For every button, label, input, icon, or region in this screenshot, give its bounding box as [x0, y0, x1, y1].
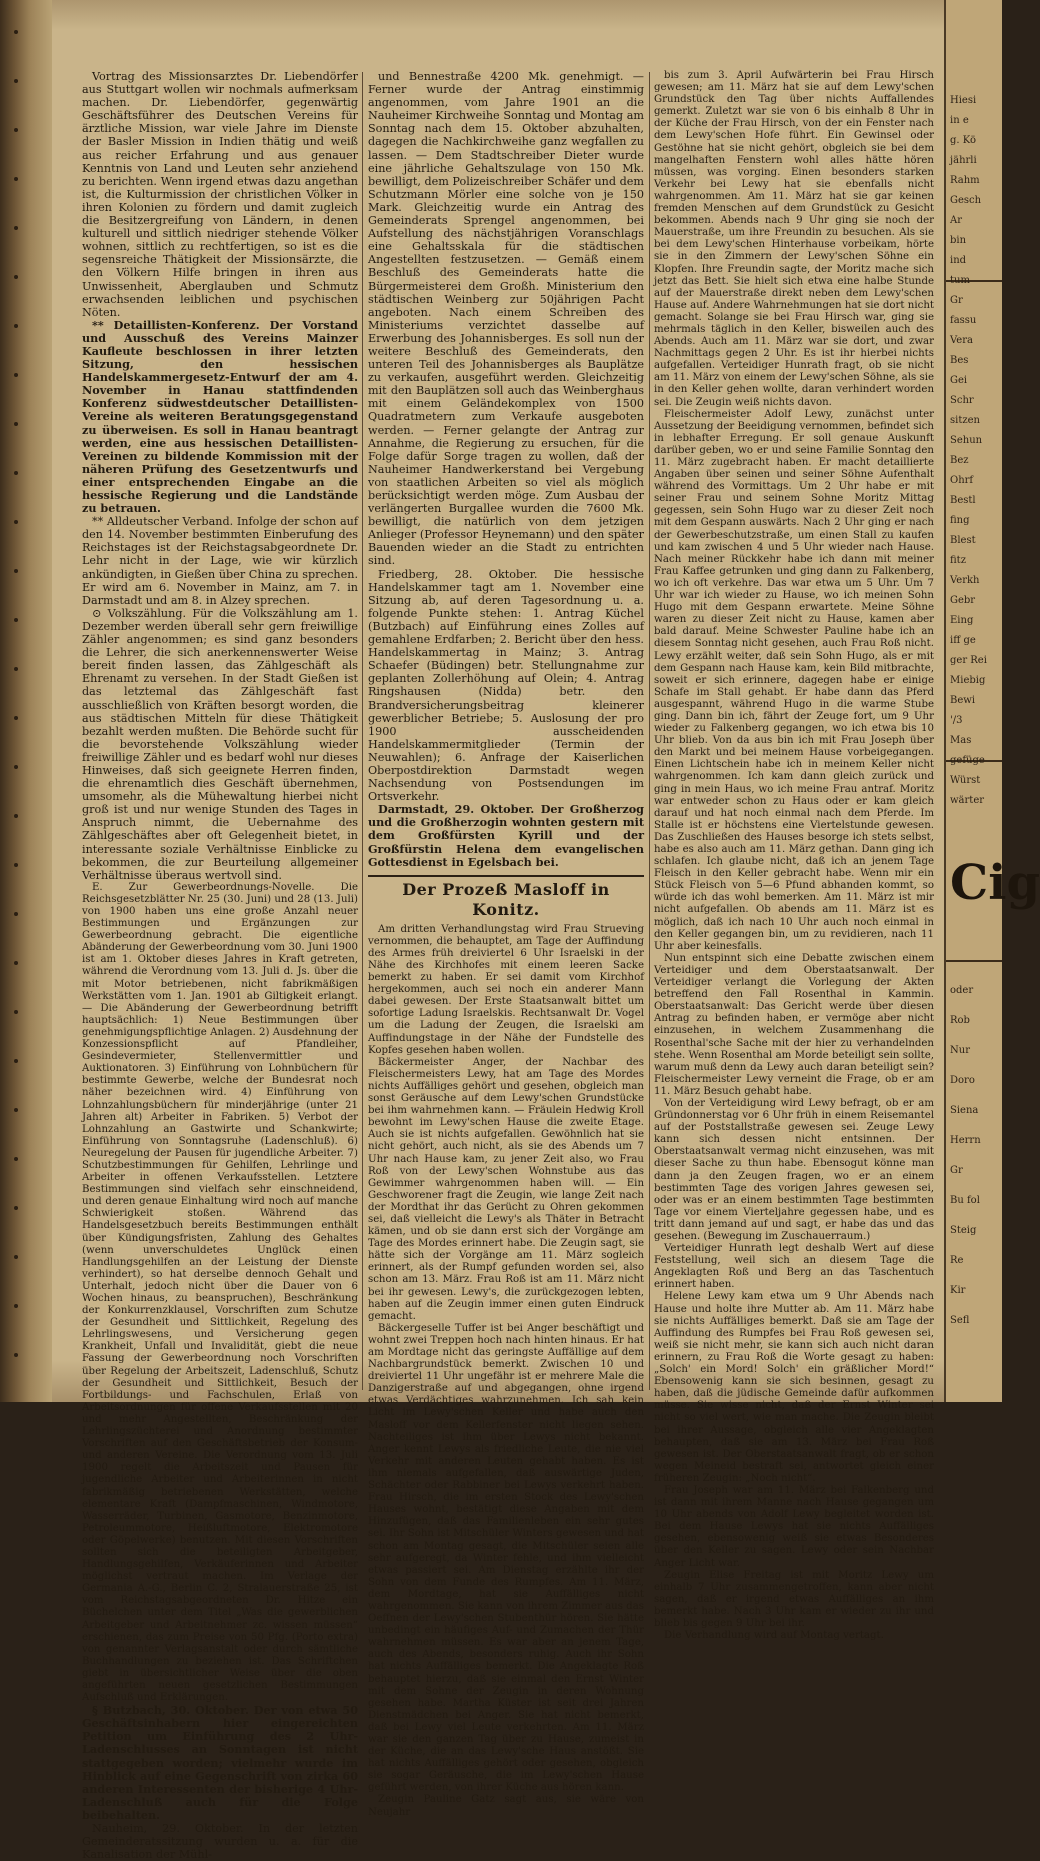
article-detaillisten: ** Detaillisten-Konferenz. Der Vorstand und Ausschuß des Vereins Mainzer Kaufleute beschlossen in ihrer letzten Sitzung, den hessischen Handelskammergesetz-Entwurf der am 4. November in Hanau stattfindenden Konferenz südwestdeutscher Detaillisten-Vereine als weiteren Beratungsgegenstand zu überweisen. Es soll in Hanau beantragt werden, eine aus hessischen Detaillisten-Vereinen zu bildende Kommission mit der näheren Prüfung des Gesetzentwurfs und einer entsprechenden Eingabe an die hessische Regierung und die Landstände zu betrauen. — [82, 317, 358, 516]
article-nauheim: Nauheim, 29. Oktober. In der letzten Gemeinderatssitzung wurden u. a. für die Kanalisation der Mühl- — [82, 1822, 358, 1861]
strip-fragment: Sehun — [950, 435, 983, 446]
strip-fragment: g. Kö — [950, 135, 976, 146]
strip-fragment: Mas — [950, 735, 972, 746]
strip-fragment: iff ge — [950, 635, 976, 646]
column-divider — [362, 72, 363, 1390]
trial-paragraph: Zeugin Pauline Gatz sagt aus, sie wäre von Neujahr — [368, 1794, 644, 1818]
binding-gutter — [0, 0, 52, 1402]
article-missionsarzt: Vortrag des Missionsarztes Dr. Liebendörfer aus Stuttgart wollen wir nochmals aufmerksam machen. Dr. Liebendörfer, gegenwärtig Geschäftsführer des Deutschen Vereins für ärztliche Mission, war viele Jahre im Dienste der Basler Mission in Indien thätig und weiß aus reicher Erfahrung und aus genauer Kenntnis von Land und Leuten sehr anziehend zu berichten. Wenn irgend etwas dazu angethan ist, die Kulturmission der christlichen Völker in ihren Kolonien zu fördern und damit zugleich die Besitzergreifung von Ländern, in denen kulturell und sittlich niedriger stehende Völker wohnen, sittlich zu rechtfertigen, so ist es die segensreiche Thätigkeit der Missionsärzte, die den Völkern Hilfe bringen in ihren aus Unwissenheit, Aberglauben und Schmutz erwachsenden leiblichen und psychischen Nöten. — [82, 70, 358, 319]
strip-fragment: tum — [950, 275, 970, 286]
strip-fragment: in e — [950, 115, 969, 126]
strip-fragment: fitz — [950, 555, 966, 566]
binding-stitch — [14, 1304, 18, 1308]
strip-fragment: Hiesi — [950, 95, 977, 106]
trial-paragraph: Nun entspinnt sich eine Debatte zwischen einem Verteidiger und dem Oberstaatsanwalt. Der Verteidiger verlangt die Vorlegung der Akten betreffend den Fall Rosenthal in Kammin. Oberstaatsanwalt: Das Gericht werde über diesen Antrag zu befinden haben, er vermöge aber nicht einzusehen, in welchem Zusammenhang die Rosenthal'sche Sache mit der hier zu verhandelnden stehe. Wenn Rosenthal am Morde beteiligt sein sollte, warum muß denn da Lewy auch daran beteiligt sein? Fleischermeister Lewy verneint die Frage, ob er am 11. März Besuch gehabt habe. — [654, 952, 934, 1097]
binding-stitch — [14, 1108, 18, 1112]
article-heading-masloff: Der Prozeß Masloff in Konitz. — [368, 875, 644, 920]
strip-fragment: Doro — [950, 1075, 975, 1086]
strip-fragment: Steig — [950, 1225, 977, 1236]
strip-fragment: Ohrf — [950, 475, 974, 486]
binding-stitch — [14, 177, 18, 181]
strip-fragment: Eing — [950, 615, 974, 626]
binding-stitch — [14, 1206, 18, 1210]
strip-fragment: ger Rei — [950, 655, 987, 666]
strip-fragment: Gr — [950, 295, 963, 306]
strip-fragment: Schr — [950, 395, 974, 406]
article-butzbach: § Butzbach, 30. Oktober. Der von etwa 50 Geschäftsinhabern hier eingereichten Petition um Einführung des 2 Uhr-Ladenschlusses an Sonntagen ist nicht stattgegeben worden; vielmehr wurde im Hinblick auf eine Gegenschrift von zirka 60 anderen Interessenten der bisherige 4 Uhr-Ladenschluß auch für die Folge beibehalten. — [82, 1703, 358, 1822]
trial-paragraph: Von der Verteidigung wird Lewy befragt, ob er am Gründonnerstag vor 6 Uhr früh in einem Reisemantel auf der Poststallstraße gewesen sei. Zeuge Lewy kann sich dessen nicht entsinnen. Der Oberstaatsanwalt vermag nicht einzusehen, was mit dieser Sache zu thun habe. Ebensogut könne man dann ja den Zeugen fragen, wo er an einem bestimmten Tage des vorigen Jahres gewesen sei, oder was er an einem bestimmten Tage bestimmten Tage vor einem Vierteljahre gegessen habe, und es tritt dann jemand auf und sagt, er habe das und das gesehen. (Bewegung im Zuschauerraum.) — [654, 1097, 934, 1242]
binding-stitch — [14, 324, 18, 328]
strip-fragment: Würst — [950, 775, 981, 786]
binding-stitch — [14, 863, 18, 867]
binding-stitch — [14, 79, 18, 83]
strip-fragment: jährli — [950, 155, 977, 166]
trial-adjourned: Die Verhandlung wird auf Montag vertagt. — [664, 1630, 884, 1642]
article-nauheim-cont: und Bennestraße 4200 Mk. genehmigt. — Ferner wurde der Antrag einstimmig angenommen, vom Jahre 1901 an die Nauheimer Kirchweihe Sonntag und Montag am Sonntag nach dem 15. Oktober abzuhalten, dagegen die Nachkirchweihe ganz wegfallen zu lassen. — Dem Stadtschreiber Dieter wurde eine jährliche Gehaltszulage von 150 Mk. bewilligt, dem Polizeischreiber Schäfer und dem Schutzmann Mörler eine solche von je 150 Mark. Gleichzeitig wurde ein Antrag des Gemeinderats Sprengel angenommen, bei Aufstellung des nächstjährigen Voranschlags eine Gehaltsskala für die städtischen Angestellten festzusetzen. — Gemäß einem Beschluß des Gemeinderats hatte die Bürgermeisterei dem Großh. Ministerium den städtischen Weinberg zur 50jährigen Pacht angeboten. Nach einem Schreiben des Ministeriums verzichtet dasselbe auf Erwerbung des Johannisberges. Es soll nun der weitere Beschluß des Gemeinderats, den unteren Teil des Johannisberges als Bauplätze zu verkaufen, ausgeführt werden. Gleichzeitig mit den Bauplätzen soll auch das Weinberghaus mit einem Geländekomplex von 1500 Quadratmetern zum Verkaufe ausgeboten werden. — Ferner gelangte der Antrag zur Annahme, die Regierung zu ersuchen, für die Folge dafür Sorge tragen zu wollen, daß der Nauheimer Handwerkerstand bei Vergebung von staatlichen Arbeiten so viel als möglich berücksichtigt werden möge. Zum Ausbau der verlängerten Burgallee wurden die 7600 Mk. bewilligt, die natürlich von dem jetzigen Anlieger (Professor Heynemann) und den später Bauenden wieder an die Stadt zu entrichten sind. — [368, 70, 644, 568]
binding-stitch — [14, 961, 18, 965]
binding-stitch — [14, 1353, 18, 1357]
trial-paragraph: Frau Joseph war am 11. März bei Falkenberg und ist dann mit ihrem Manne nach Hause gegangen um 10 Uhr abends von Adolf Lewy begleitet worden ist. Bei dem Hause Lewys hat sie nichts Auffälliges gesehen, ebensowenig weiß sie etwas Besonderes über den Keller zu sagen. Lewy oder sein Nachbar Anger Licht war. — [654, 1484, 934, 1569]
article-friedberg: Friedberg, 28. Oktober. Die hessische Handelskammer tagt am 1. November eine Sitzung ab, auf deren Tagesordnung u. a. folgende Punkte stehen: 1. Antrag Küchel (Butzbach) auf Einführung eines Zolles auf gemahlene Erdfarben; 2. Bericht über den hess. Handelskammertag in Mainz; 3. Antrag Schaefer (Büdingen) betr. Stellungnahme zur geplanten Zollerhöhung auf Olein; 4. Antrag Ringshausen (Nidda) betr. den Brandversicherungsbeitrag kleinerer gewerblicher Betriebe; 5. Auslosung der pro 1900 ausscheidenden Handelskammermitglieder (Termin der Neuwahlen); 6. Anfrage der Kaiserlichen Oberpostdirektion Darmstadt wegen Nachsendung von Postsendungen im Ortsverkehr. — [368, 567, 644, 804]
binding-stitch — [14, 716, 18, 720]
strip-fragment: sitzen — [950, 415, 980, 426]
strip-fragment: Bez — [950, 455, 969, 466]
strip-fragment: wärter — [950, 795, 985, 806]
binding-stitch — [14, 814, 18, 818]
binding-stitch — [14, 912, 18, 916]
strip-fragment: Ar — [950, 215, 963, 226]
strip-fragment: Kir — [950, 1285, 966, 1296]
binding-stitch — [14, 128, 18, 132]
strip-fragment: Bu fol — [950, 1195, 980, 1206]
binding-stitch — [14, 471, 18, 475]
column-1 — [82, 70, 358, 1861]
column-3 — [654, 70, 934, 1642]
binding-stitch — [14, 226, 18, 230]
strip-fragment: Bewi — [950, 695, 976, 706]
binding-stitch — [14, 422, 18, 426]
article-volkszaehlung: ⊙ Volkszählung. Für die Volkszählung am 1. Dezember werden überall sehr gern freiwillige Zähler angenommen; es sind ganz besonders die Lehrer, die sich anerkennenswerter Weise bereit finden lassen, das Zählgeschäft als Ehrenamt zu versehen. In der Stadt Gießen ist das letztemal das Zählgeschäft fast ausschließlich von Kräften besorgt worden, die aus städtischen Mitteln für diese Thätigkeit bezahlt werden mußten. Die Behörde sucht für die bevorstehende Volkszählung wieder freiwillige Zähler und es bedarf wohl nur dieses Hinweises, daß sich geeignete Herren finden, die ehrenamtlich dies Geschäft übernehmen, umsomehr, als die Mühewaltung hierbei nicht groß ist und nur wenige Stunden des Tages in Anspruch nimmt, die Uebernahme des Zählgeschäftes aber oft Gelegenheit bietet, in interessante soziale Verhältnisse Einblicke zu bekommen, die zur Beurteilung allgemeiner Verhältnisse überaus wertvoll sind. — [82, 606, 358, 882]
article-darmstadt: Darmstadt, 29. Oktober. Der Großherzog und die Großherzogin wohnten gestern mit dem Großfürsten Kyrill und der Großfürstin Helena dem evangelischen Gottesdienst in Egelsbach bei. — [368, 802, 644, 869]
strip-fragment: Bes — [950, 355, 969, 366]
strip-fragment: gefüge — [950, 755, 985, 766]
trial-paragraph: Verteidiger Hunrath legt deshalb Wert auf diese Feststellung, weil sich an diesem Tage die Angeklagten Roß und Berg an das Taschentuch erinnert haben. — [654, 1243, 934, 1291]
strip-fragment: Sefl — [950, 1315, 970, 1326]
trial-paragraph: Am dritten Verhandlungstag wird Frau Strueving vernommen, die behauptet, am Tage der Auffindung des Armes früh dreiviertel 6 Uhr Israelski in der Nähe des Kirchhofes mit einem leeren Sacke bemerkt zu haben. Er sei damit vom Kirchhof hergekommen, auch sei noch ein anderer Mann dabei gewesen. Der Erste Staatsanwalt bittet um sofortige Ladung Israelskis. Rechtsanwalt Dr. Vogel um die Ladung der Zeugen, die Israelski am Auffindungstage in der Nähe der Fundstelle des Kopfes gesehen haben wollen. — [368, 923, 644, 1056]
strip-fragment: Re — [950, 1255, 964, 1266]
trial-paragraph: Zeugin Elise Freitag ist mit Moritz Lewy um einhalb 7 Uhr zusammengetroffen, kann aber nicht sagen, daß er irgend etwas Auffälliges an ihm bemerkt habe. Nach 3 Uhr kam er wieder zu ihr und blieb bis gegen 9 Uhr bei ihr. — [654, 1569, 934, 1629]
adjacent-page-strip — [944, 0, 1040, 1402]
binding-stitch — [14, 1010, 18, 1014]
strip-fragment: Gebr — [950, 595, 976, 606]
strip-fragment: fassu — [950, 315, 977, 326]
strip-fragment: Rahm — [950, 175, 980, 186]
binding-stitch — [14, 275, 18, 279]
trial-paragraph: bis zum 3. April Aufwärterin bei Frau Hirsch gewesen; am 11. März hat sie auf dem Lewy'schen Grundstück den Tag über nichts Auffallendes gemerkt. Zuletzt war sie von 6 bis einhalb 8 Uhr in der Küche der Frau Hirsch, von der ein Fenster nach dem Lewy'schen Hofe führt. Ein Gewinsel oder Gestöhne hat sie nicht gehört, obgleich sie bei dem mangelhaften Fenstern wohl alles hätte hören müssen, was vorging. Einen besonders starken Verkehr bei Lewy hat sie ebenfalls nicht wahrgenommen. Am 11. März hat sie gar keinen fremden Menschen auf dem Grundstück zu Gesicht bekommen. Abends nach 9 Uhr ging sie noch der Mauerstraße, um ihre Freundin zu besuchen. Als sie bei dem Lewy'schen Hinterhause vorbeikam, hörte sie in den Zimmern der Lewy'schen Söhne ein Klopfen. Ihre Freundin sagte, der Moritz mache sich jetzt das Bett. Sie hielt sich etwa eine halbe Stunde auf der Mauerstraße direkt neben dem Lewy'schen Hause auf. Andere Wahrnehmungen hat sie dort nicht gemacht. Solange sie bei Frau Hirsch war, ging sie mehrmals täglich in den Keller, bisweilen auch des Abends. Auch am 11. März war sie dort, und zwar Nachmittags gegen 2 Uhr. Es ist ihr hierbei nichts aufgefallen. Verteidiger Hunrath fragt, ob sie nicht am 11. März von einem der Lewy'schen Söhne, als sie in den Keller gehen wollte, daran verhindert worden sei. Die Zeugin weiß nichts davon. — [654, 70, 934, 408]
strip-fragment: Miebig — [950, 675, 986, 686]
column-divider — [649, 72, 650, 1390]
binding-stitch — [14, 373, 18, 377]
binding-stitch — [14, 1157, 18, 1161]
binding-stitch — [14, 569, 18, 573]
strip-fragment: Nur — [950, 1045, 970, 1056]
binding-stitch — [14, 520, 18, 524]
binding-stitch — [14, 30, 18, 34]
strip-fragment: Gr — [950, 1165, 963, 1176]
strip-fragment: bin — [950, 235, 967, 246]
trial-paragraph: Helene Lewy kam etwa um 9 Uhr Abends nach Hause und holte ihre Mutter ab. Am 11. März habe sie nichts Auffälliges bemerkt. Daß sie am Tage der Auffindung des Rumpfes bei Frau Roß gewesen sei, weiß sie nicht mehr, sie kann sich auch nicht daran erinnern, zu Frau Roß die Worte gesagt zu haben: „Solch' ein Mord! Solch' ein gräßlicher Mord!“ Ebensowenig kann sie sich besinnen, gesagt zu haben, daß die jüdische Gemeinde dafür aufkommen müsse. Sie wisse nicht, daß der Ernst Winter sei nicht so viel wert, wie man mache. Die Zeugin bleibt bei ihrer Aussage, obgleich alle vier Angeklagten behaupten, daß sie am 13. März bei Frau Roß gewesen ist. Der Oberstaatsanwalt fragt, ob er schon wegen Meineid bestraft sei, antwortet gleich einer früheren Zeugin: „Noch nicht“. — [654, 1291, 934, 1484]
strip-divider — [946, 960, 1002, 962]
article-gewerbeordnung: E. Zur Gewerbeordnungs-Novelle. Die Reichsgesetzblätter Nr. 25 (30. Juni) und 28 (13. Juli) von 1900 haben uns eine große Anzahl neuer Bestimmungen und Ergänzungen zur Gewerbeordnung gebracht. Die eigentliche Abänderung der Gewerbeordnung vom 30. Juni 1900 ist am 1. Oktober dieses Jahres in Kraft getreten, während die Verordnung vom 13. Juli d. Js. über die mit Motor betriebenen, nicht fabrikmäßigen Werkstätten vom 1. Jan. 1901 ab Giltigkeit erlangt. — Die Abänderung der Gewerbeordnung betrifft hauptsächlich: 1) Neue Bestimmungen über genehmigungspflichtige Anlagen. 2) Ausdehnung der Konzessionspflicht auf Pfandleiher, Gesindevermieter, Stellenvermittler und Auktionatoren. 3) Einführung von Lohnbüchern für bestimmte Gewerbe, welche der Bundesrat noch näher bezeichnen wird. 4) Einführung von Lohnzahlungsbüchern für minderjährige (unter 21 Jahren alt) Arbeiter in Fabriken. 5) Verbot der Lohnzahlung an Gastwirte und Schankwirte; Einführung von Sonntagsruhe (Ladenschluß). 6) Neuregelung der Pausen für jugendliche Arbeiter. 7) Schutzbestimmungen für Gehilfen, Lehrlinge und Arbeiter in offenen Verkaufsstellen. Letztere Bestimmungen sind vielfach sehr einschneidend, und deren genaue Einhaltung wird noch auf manche Schwierigkeit stoßen. Während das Handelsgesetzbuch bereits Bestimmungen enthält über Kündigungsfristen, Zahlung des Gehaltes (wenn unverschuldetes Unglück einen Handlungsgehilfen an der Leistung der Dienste verhindert), so hat derselbe dennoch Gehalt und Unterhalt, jedoch nicht über die Dauer von 6 Wochen hinaus, zu beanspruchen), Beschränkung der Konkurrenzklausel, Vorschriften zum Schutze der Gesundheit und Sittlichkeit, Regelung des Lehrlingswesens, und Versicherung gegen Krankheit, Unfall und Invalidität, giebt die neue Fassung der Gewerbeordnung noch Vorschriften über Regelung der Arbeitszeit, Ladenschluß, Schutz der Gesundheit und Sittlichkeit, Besuch der Fortbildungs- und Fachschulen, Erlaß von Arbeitsordnungen für offene Verkaufsstellen mit 20 und mehr Angestellten, Beschränkung der Lehrlingszüchterei und Anordnung bestimmter Vorschriften auf den Geschäftsbetrieb der Konsum- und anderen Vereine. Die Verordnung vom 13. Juli 1900 regelt die Arbeitszeit und Pausen für jugendliche Arbeiter und Arbeiterinnen in nicht fabrikmäßig betriebenen Werkstätten, welche elementare Kraft (Dampfmaschinen, Windmotore, Wasserräder, Turbinen, Gasmotore, Benzinmotore, Petroleummotore, Heißluftmotore, Elektromotore oder Göpelwerke) benutzen. Mit diesen Vorschriften sollten sich die beteiligten Arbeitgeber, Handlungsgehilfen, Verkäuferinnen und Arbeiter möglichst vertraut machen. Im Verlage der Germania A.-G., Berlin C. 2, Stralauerstraße 25, ist vom Reichstagsabgeordneten Dr. Hitze ein Büchelchen unter dem Titel „Was die gewerblichen Arbeitgeber und Arbeitnehmer zc. wissen müssen“ erschienen, das zum Preise von 50 Pfg. (Porto extra) von genannter Verlagsanstalt oder durch sämtliche Buchhandlungen zu beziehen ist. Das Schriftchen giebt in übersichtlicher Weise über die oben angeführten neuen gesetzlichen Bestimmungen Aufschluß und Erklärungen. — [82, 881, 358, 1704]
trial-paragraph: Bäckermeister Anger, der Nachbar des Fleischermeisters Lewy, hat am Tage des Mordes nichts Auffälliges gehört und gesehen, obgleich man sonst Geräusche auf dem Lewy'schen Grundstücke bei ihm wahrnehmen kann. — Fräulein Hedwig Kroll bewohnt im Lewy'schen Hause die zweite Etage. Auch sie ist nichts aufgefallen. Gewöhnlich hat sie nicht gehört, auch nicht, als sie des Abends um 7 Uhr nach Hause kam, zu jener Zeit also, wo Frau Roß von der Lewy'schen Wohnstube aus das Gewimmer wahrgenommen haben will. — Ein Geschworener fragt die Zeugin, wie lange Zeit nach der Mordthat ihr das Gerücht zu Ohren gekommen sei, daß vielleicht die Lewy's als Thäter in Betracht kämen, und ob sie dann erst sich der Vorgänge am Tage des Mordes erinnert habe. Die Zeugin sagt, sie hätte sich der Vorgänge am 11. März sogleich erinnert, als der Rumpf gefunden worden sei, also schon am 13. März. Frau Roß ist am 11. März nicht bei ihr gewesen. Lewy's, die zurückgezogen lebten, haben auf die Zeugin immer einen guten Eindruck gemacht. — [368, 1056, 644, 1322]
strip-fragment: Herrn — [950, 1135, 981, 1146]
column-2 — [368, 70, 644, 1818]
binding-stitch — [14, 1255, 18, 1259]
strip-fragment: Verkh — [950, 575, 980, 586]
strip-fragment: Gei — [950, 375, 968, 386]
strip-fragment: ind — [950, 255, 967, 266]
strip-fragment: Vera — [950, 335, 973, 346]
binding-stitch — [14, 1059, 18, 1063]
binding-stitch — [14, 618, 18, 622]
binding-stitch — [14, 667, 18, 671]
article-alldeutscher: ** Alldeutscher Verband. Infolge der schon auf den 14. November bestimmten Einberufung des Reichstages ist der Reichstagsabgeordnete Dr. Lehr nicht in der Lage, wie wir kürzlich ankündigten, in Gießen über China zu sprechen. Er wird am 6. November in Mainz, am 7. in Darmstadt und am 8. in Alzey sprechen. — [82, 515, 358, 607]
strip-fragment: Siena — [950, 1105, 979, 1116]
strip-fragment: Blest — [950, 535, 976, 546]
trial-paragraph: Bäckergeselle Tuffer ist bei Anger beschäftigt und wohnt zwei Treppen hoch nach hinten hinaus. Er hat am Mordtage nicht das geringste Auffällige auf dem Nachbargrundstück bemerkt. Zwischen 10 und dreiviertel 11 Uhr ungefähr ist er mehrere Male die Danzigerstraße auf und abgegangen, ohne irgend etwas Verdächtiges wahrzunehmen. Ich sah kein Licht im Lewy'schen Keller und habe auch den Masloff vor dem Kellerfenster nicht liegen sehen. Nachteiliges ist ihm über Lewys nicht bekannt. Anger kennt Lewys als friedliche Leute, die nie viel Verkehr mit anderen Leuten gehabt haben. Es ist ihm niemals aufgefallen, daß auswärtige Juden, Schächter oder Rabbiner bei Lewys verkehrt haben. Frau Hirsch, die im ersten Stock des Lewy'schen Hauses wohnt, bestätigt diese Angaben mit dem Hinzufügen, daß das Familienleben ein sehr gutes sei. Ihr Sohn ist Mitschüler Winters gewesen und hat schon am Montag gesagt, die Mitschüler seien alle sehr aufgeregt, da Winter fehle, und ihm vielleicht etwas passiert sei. Am Dienstag erzählte ihr der Sohn von dem Funde des Rumpfes. Am 11. März, dem Mordtage, hat sie Auffälliges nicht wahrgenommen. Sie kann von ihrem Zimmer aus das Oeffnen der Lewy'schen Stubenthür hören. Sie hätte unbedingt ein häufiges Auf- und Zumachen der Thür wahrnehmen müssen. Es war aber an jenem Tage, auch des Abends, besonders ruhig. Auch ihr Sohn hat nichts Auffälliges bemerkt. Die Angeklagte Roß behauptet hierzu, daß sie einmal den Ernst Winter mit dem Sohne der Zeugin in deren Wohnung gesehen habe. Martha Küster ist seit drei Jahren Dienstmädchen bei Anger. Sie hat nicht bemerkt, daß bei Lewy viel Leute verkehrten. Am 11. März war sie den ganzen Tag über zu Hause, zumeist in der Küche, die an das Lewy'sche Haus anstößt. Sie hat nichts Auffälliges gehört oder gesehen, obgleich sie sogar Geräusche, die im Lewy'schen Hause geführt werden, von ihrer Küche aus hören kann. — [368, 1322, 644, 1794]
binding-stitch — [14, 765, 18, 769]
strip-fragment: '/3 — [950, 715, 963, 726]
strip-fragment: Bestl — [950, 495, 976, 506]
strip-fragment: oder — [950, 985, 974, 996]
strip-fragment: Gesch — [950, 195, 982, 206]
strip-fragment: fing — [950, 515, 970, 526]
trial-paragraph: Fleischermeister Adolf Lewy, zunächst unter Aussetzung der Beeidigung vernommen, befindet sich in lebhafter Erregung. Er soll genaue Auskunft darüber geben, wo er und seine Familie Sonntag den 11. März zugebracht haben. Er macht detaillierte Angaben über seinen und seiner Söhne Aufenthalt während des Vormittags. Um 2 Uhr habe er mit seiner Frau und seinem Sohne Moritz Mittag gegessen, sein Sohn Hugo war zu dieser Zeit noch mit dem Gespann auswärts. Nach 2 Uhr ging er nach der Gewerbeschutzstraße, um einen Stall zu kaufen und kam zwischen 4 und 5 Uhr wieder nach Hause. Nach meiner Rückkehr habe ich dann mit meiner Frau Kaffee getrunken und ging dann zu Falkenberg, wo ich oft verkehre. Das war etwa um 5 Uhr. Um 7 Uhr war ich wieder zu Hause, wo ich meinen Sohn Hugo mit dem Gespann erwartete. Meine Söhne waren zu dieser Zeit nicht zu Hause, kamen aber bald darauf. Meine Schwester Pauline habe ich an diesem Sonntag nicht gesehen, auch Frau Roß nicht. Lewy erzählt weiter, daß sein Sohn Hugo, als er mit dem Gespann nach Hause kam, kein Bild mitbrachte, soweit er sich erinnere, dagegen habe er einige Schafe im Stall gehabt. Er habe dann das Pferd ausgespannt, während Hugo in die warme Stube ging. Dann bin ich, fährt der Zeuge fort, um 9 Uhr wieder zu Falkenberg gegangen, wo ich etwa bis 10 Uhr blieb. Von da aus bin ich mit Frau Joseph über den Markt und bei meinem Hause vorbeigegangen. Einen Lichtschein habe ich in meinem Keller nicht wahrgenommen. Ich kam dann gleich zurück und ging in mein Haus, wo ich meine Frau antraf. Moritz war entweder schon zu Haus oder er kam gleich darauf und hat noch einmal nach dem Pferde. Im Stalle ist er höchstens eine Viertelstunde gewesen. Das Zuschließen des Hauses besorge ich stets selbst, habe es also auch am 11. März gethan. Dann ging ich schlafen. Ich glaube nicht, daß ich an jenem Tage Fleisch in den Keller gebracht habe. Wenn mir ein Stück Fleisch von 5—6 Pfund abhanden kommt, so würde ich das wohl bemerken. Am 11. März ist mir nicht aufgefallen. Ob abends am 11. März ist es möglich, daß ich nach 10 Uhr auch noch einmal in den Keller gegangen bin, um zu revidieren, nach 11 Uhr aber keinesfalls. — [654, 408, 934, 952]
strip-advert-text: Cig — [950, 855, 1040, 911]
strip-fragment: Rob — [950, 1015, 970, 1026]
